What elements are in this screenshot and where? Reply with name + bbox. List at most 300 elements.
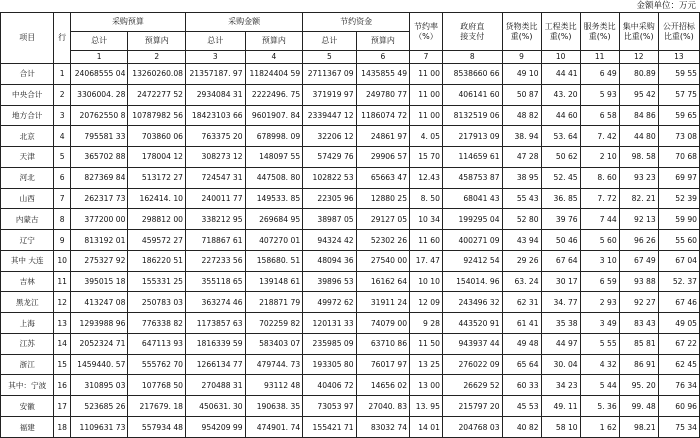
budget-in-budget-cell: 186220 51 <box>128 250 186 271</box>
header-budget-in-budget: 预算内 <box>128 32 186 51</box>
budget-total-cell: 377200 00 <box>70 209 128 230</box>
amount-total-cell: 227233 56 <box>186 250 246 271</box>
savings-rate-cell: 15 70 <box>410 147 443 168</box>
header-goods-ratio: 货物类比 重(%) <box>502 13 541 51</box>
row-number-cell: 8 <box>54 209 70 230</box>
savings-rate-cell: 14 01 <box>410 417 443 438</box>
amount-in-budget-cell: 479744. 73 <box>245 354 303 375</box>
table-row <box>1 375 700 396</box>
goods-ratio-cell: 38 95 <box>502 167 541 188</box>
savings-rate-cell: 9 28 <box>410 313 443 334</box>
budget-total-cell: 413247 08 <box>70 292 128 313</box>
item-name-cell: 其中 大连 <box>1 250 54 271</box>
amount-total-cell: 1816339 59 <box>186 333 246 354</box>
engineering-ratio-cell: 49. 11 <box>541 396 580 417</box>
central-procurement-ratio-cell: 95 42 <box>619 84 658 105</box>
header-savings-total: 总计 <box>303 32 356 51</box>
gov-direct-payment-cell: 8132519 06 <box>442 105 502 126</box>
column-index: 11 <box>580 51 619 64</box>
savings-in-budget-cell: 27540 00 <box>356 250 409 271</box>
header-central-procurement-ratio: 集中采购 比重(%) <box>619 13 658 51</box>
budget-in-budget-cell: 647113 93 <box>128 333 186 354</box>
service-ratio-cell: 5 55 <box>580 333 619 354</box>
goods-ratio-cell: 50 87 <box>502 84 541 105</box>
gov-direct-payment-cell: 943937 44 <box>442 333 502 354</box>
budget-total-cell: 395015 18 <box>70 271 128 292</box>
item-name-cell: 其中：宁波 <box>1 375 54 396</box>
header-gov-direct-payment: 政府直 接支付 <box>442 13 502 51</box>
savings-in-budget-cell: 76017 97 <box>356 354 409 375</box>
header-public-tender-ratio: 公开招标 比重(%) <box>658 13 699 51</box>
item-name-cell: 浙江 <box>1 354 54 375</box>
amount-in-budget-cell: 407270 01 <box>245 230 303 251</box>
goods-ratio-cell: 49 10 <box>502 64 541 85</box>
item-name-cell: 辽宁 <box>1 230 54 251</box>
item-name-cell: 河北 <box>1 167 54 188</box>
column-index: 3 <box>186 51 246 64</box>
table-row <box>1 84 700 105</box>
service-ratio-cell: 4 32 <box>580 354 619 375</box>
amount-total-cell: 724547 31 <box>186 167 246 188</box>
goods-ratio-cell: 40 82 <box>502 417 541 438</box>
public-tender-ratio-cell: 76 34 <box>658 375 699 396</box>
header-row-number: 行 <box>54 13 70 64</box>
header-amount-in-budget: 预算内 <box>245 32 303 51</box>
gov-direct-payment-cell: 406141 60 <box>442 84 502 105</box>
gov-direct-payment-cell: 217913 09 <box>442 126 502 147</box>
savings-rate-cell: 11 60 <box>410 230 443 251</box>
amount-in-budget-cell: 447508. 80 <box>245 167 303 188</box>
budget-total-cell: 1293988 96 <box>70 313 128 334</box>
engineering-ratio-cell: 39 76 <box>541 209 580 230</box>
savings-total-cell: 32206 12 <box>303 126 356 147</box>
engineering-ratio-cell: 44 60 <box>541 105 580 126</box>
savings-rate-cell: 10 34 <box>410 209 443 230</box>
column-index: 12 <box>619 51 658 64</box>
budget-in-budget-cell: 107768 50 <box>128 375 186 396</box>
item-name-cell: 山西 <box>1 188 54 209</box>
goods-ratio-cell: 52 80 <box>502 209 541 230</box>
budget-total-cell: 262317 73 <box>70 188 128 209</box>
unit-label: 金额单位：万元 <box>636 1 696 11</box>
engineering-ratio-cell: 52. 45 <box>541 167 580 188</box>
savings-total-cell: 155421 71 <box>303 417 356 438</box>
item-name-cell: 福建 <box>1 417 54 438</box>
central-procurement-ratio-cell: 98. 58 <box>619 147 658 168</box>
item-name-cell: 中央合计 <box>1 84 54 105</box>
amount-total-cell: 240011 77 <box>186 188 246 209</box>
service-ratio-cell: 7 44 <box>580 209 619 230</box>
service-ratio-cell: 5 44 <box>580 375 619 396</box>
amount-total-cell: 355118 65 <box>186 271 246 292</box>
service-ratio-cell: 1 62 <box>580 417 619 438</box>
goods-ratio-cell: 61 41 <box>502 313 541 334</box>
amount-total-cell: 954209 99 <box>186 417 246 438</box>
budget-total-cell: 365702 88 <box>70 147 128 168</box>
amount-in-budget-cell: 9601907. 84 <box>245 105 303 126</box>
row-number-cell: 3 <box>54 105 70 126</box>
budget-in-budget-cell: 13260260.08 <box>128 64 186 85</box>
central-procurement-ratio-cell: 67 49 <box>619 250 658 271</box>
item-name-cell: 江苏 <box>1 333 54 354</box>
budget-in-budget-cell: 250783 03 <box>128 292 186 313</box>
service-ratio-cell: 7. 42 <box>580 126 619 147</box>
engineering-ratio-cell: 50 46 <box>541 230 580 251</box>
savings-rate-cell: 10 10 <box>410 271 443 292</box>
item-name-cell: 安徽 <box>1 396 54 417</box>
savings-in-budget-cell: 16162 64 <box>356 271 409 292</box>
header-amount-total: 总计 <box>186 32 246 51</box>
amount-total-cell: 363274 46 <box>186 292 246 313</box>
savings-in-budget-cell: 249780 77 <box>356 84 409 105</box>
central-procurement-ratio-cell: 92 13 <box>619 209 658 230</box>
public-tender-ratio-cell: 67 04 <box>658 250 699 271</box>
savings-total-cell: 2339447 12 <box>303 105 356 126</box>
table-row <box>1 188 700 209</box>
central-procurement-ratio-cell: 84 86 <box>619 105 658 126</box>
row-number-cell: 1 <box>54 64 70 85</box>
budget-total-cell: 827369 84 <box>70 167 128 188</box>
header-budget-total: 总计 <box>70 32 128 51</box>
amount-total-cell: 763375 20 <box>186 126 246 147</box>
column-index: 7 <box>410 51 443 64</box>
goods-ratio-cell: 43 94 <box>502 230 541 251</box>
goods-ratio-cell: 65 64 <box>502 354 541 375</box>
savings-total-cell: 371919 97 <box>303 84 356 105</box>
savings-total-cell: 48094 36 <box>303 250 356 271</box>
table-body <box>1 64 700 438</box>
amount-total-cell: 1173857 63 <box>186 313 246 334</box>
procurement-table <box>0 12 700 438</box>
budget-total-cell: 20762550 8 <box>70 105 128 126</box>
engineering-ratio-cell: 36. 85 <box>541 188 580 209</box>
central-procurement-ratio-cell: 98.21 <box>619 417 658 438</box>
engineering-ratio-cell: 53. 64 <box>541 126 580 147</box>
central-procurement-ratio-cell: 96 26 <box>619 230 658 251</box>
engineering-ratio-cell: 30. 04 <box>541 354 580 375</box>
public-tender-ratio-cell: 67 22 <box>658 333 699 354</box>
goods-ratio-cell: 38. 94 <box>502 126 541 147</box>
budget-in-budget-cell: 513172 27 <box>128 167 186 188</box>
savings-total-cell: 22305 96 <box>303 188 356 209</box>
gov-direct-payment-cell: 400271 09 <box>442 230 502 251</box>
central-procurement-ratio-cell: 44 80 <box>619 126 658 147</box>
engineering-ratio-cell: 35 38 <box>541 313 580 334</box>
amount-in-budget-cell: 218871 79 <box>245 292 303 313</box>
savings-rate-cell: 11 00 <box>410 64 443 85</box>
column-index: 9 <box>502 51 541 64</box>
amount-total-cell: 308273 12 <box>186 147 246 168</box>
row-number-cell: 2 <box>54 84 70 105</box>
table-row <box>1 147 700 168</box>
savings-total-cell: 73053 97 <box>303 396 356 417</box>
budget-in-budget-cell: 10787982 56 <box>128 105 186 126</box>
savings-rate-cell: 13 25 <box>410 354 443 375</box>
savings-total-cell: 40406 72 <box>303 375 356 396</box>
central-procurement-ratio-cell: 93 23 <box>619 167 658 188</box>
row-number-cell: 16 <box>54 375 70 396</box>
goods-ratio-cell: 29 26 <box>502 250 541 271</box>
goods-ratio-cell: 49 48 <box>502 333 541 354</box>
savings-rate-cell: 12.43 <box>410 167 443 188</box>
amount-in-budget-cell: 2222496. 75 <box>245 84 303 105</box>
savings-total-cell: 193305 80 <box>303 354 356 375</box>
amount-total-cell: 21357187. 97 <box>186 64 246 85</box>
budget-total-cell: 24068555 04 <box>70 64 128 85</box>
service-ratio-cell: 6 58 <box>580 105 619 126</box>
budget-in-budget-cell: 298812 00 <box>128 209 186 230</box>
amount-total-cell: 450631. 30 <box>186 396 246 417</box>
savings-total-cell: 39896 53 <box>303 271 356 292</box>
service-ratio-cell: 6 59 <box>580 271 619 292</box>
budget-total-cell: 523685 26 <box>70 396 128 417</box>
table-row <box>1 105 700 126</box>
row-number-cell: 17 <box>54 396 70 417</box>
public-tender-ratio-cell: 60 96 <box>658 396 699 417</box>
engineering-ratio-cell: 58 10 <box>541 417 580 438</box>
table-row <box>1 417 700 438</box>
table-row <box>1 271 700 292</box>
amount-in-budget-cell: 139148 61 <box>245 271 303 292</box>
header-purchase-amount: 采购金额 <box>186 13 303 32</box>
column-index: 10 <box>541 51 580 64</box>
savings-in-budget-cell: 1435855 49 <box>356 64 409 85</box>
engineering-ratio-cell: 43. 20 <box>541 84 580 105</box>
central-procurement-ratio-cell: 86 91 <box>619 354 658 375</box>
savings-rate-cell: 11 00 <box>410 84 443 105</box>
table-row <box>1 396 700 417</box>
item-name-cell: 合计 <box>1 64 54 85</box>
central-procurement-ratio-cell: 80.89 <box>619 64 658 85</box>
header-item: 项目 <box>1 13 54 64</box>
header-column-index-row <box>1 51 700 64</box>
savings-rate-cell: 13. 95 <box>410 396 443 417</box>
central-procurement-ratio-cell: 83 43 <box>619 313 658 334</box>
amount-in-budget-cell: 678998. 09 <box>245 126 303 147</box>
budget-total-cell: 1459440. 57 <box>70 354 128 375</box>
public-tender-ratio-cell: 59 90 <box>658 209 699 230</box>
public-tender-ratio-cell: 59 65 <box>658 105 699 126</box>
savings-in-budget-cell: 14656 02 <box>356 375 409 396</box>
row-number-cell: 18 <box>54 417 70 438</box>
savings-rate-cell: 11 50 <box>410 333 443 354</box>
amount-total-cell: 338212 95 <box>186 209 246 230</box>
goods-ratio-cell: 47 28 <box>502 147 541 168</box>
item-name-cell: 北京 <box>1 126 54 147</box>
header-service-ratio: 服务类比 重(%) <box>580 13 619 51</box>
amount-total-cell: 270488 31 <box>186 375 246 396</box>
column-index: 5 <box>303 51 356 64</box>
gov-direct-payment-cell: 8538660 66 <box>442 64 502 85</box>
amount-in-budget-cell: 93112 48 <box>245 375 303 396</box>
central-procurement-ratio-cell: 82. 21 <box>619 188 658 209</box>
savings-rate-cell: 12 09 <box>410 292 443 313</box>
budget-in-budget-cell: 557934 48 <box>128 417 186 438</box>
service-ratio-cell: 3 49 <box>580 313 619 334</box>
savings-in-budget-cell: 12880 25 <box>356 188 409 209</box>
savings-total-cell: 120131 33 <box>303 313 356 334</box>
central-procurement-ratio-cell: 85 81 <box>619 333 658 354</box>
gov-direct-payment-cell: 243496 32 <box>442 292 502 313</box>
public-tender-ratio-cell: 57 75 <box>658 84 699 105</box>
amount-total-cell: 718867 61 <box>186 230 246 251</box>
amount-in-budget-cell: 190638. 35 <box>245 396 303 417</box>
engineering-ratio-cell: 44 41 <box>541 64 580 85</box>
budget-in-budget-cell: 2472277 52 <box>128 84 186 105</box>
amount-in-budget-cell: 158680. 51 <box>245 250 303 271</box>
savings-rate-cell: 17. 47 <box>410 250 443 271</box>
table-row <box>1 333 700 354</box>
central-procurement-ratio-cell: 95. 20 <box>619 375 658 396</box>
row-number-cell: 12 <box>54 292 70 313</box>
public-tender-ratio-cell: 75 34 <box>658 417 699 438</box>
engineering-ratio-cell: 30 17 <box>541 271 580 292</box>
table-row <box>1 167 700 188</box>
public-tender-ratio-cell: 49 05 <box>658 313 699 334</box>
savings-total-cell: 57429 76 <box>303 147 356 168</box>
amount-total-cell: 2934084 31 <box>186 84 246 105</box>
budget-in-budget-cell: 178004 12 <box>128 147 186 168</box>
savings-rate-cell: 4. 05 <box>410 126 443 147</box>
table-row <box>1 354 700 375</box>
savings-rate-cell: 8. 50 <box>410 188 443 209</box>
amount-in-budget-cell: 11824404 59 <box>245 64 303 85</box>
row-number-cell: 9 <box>54 230 70 251</box>
item-name-cell: 内蒙古 <box>1 209 54 230</box>
service-ratio-cell: 5 93 <box>580 84 619 105</box>
savings-total-cell: 102822 53 <box>303 167 356 188</box>
service-ratio-cell: 5. 36 <box>580 396 619 417</box>
table-row <box>1 126 700 147</box>
gov-direct-payment-cell: 458753 87 <box>442 167 502 188</box>
amount-in-budget-cell: 702259 82 <box>245 313 303 334</box>
header-savings: 节约资金 <box>303 13 410 32</box>
central-procurement-ratio-cell: 93 88 <box>619 271 658 292</box>
budget-in-budget-cell: 459572 27 <box>128 230 186 251</box>
savings-total-cell: 94324 42 <box>303 230 356 251</box>
engineering-ratio-cell: 67 64 <box>541 250 580 271</box>
savings-in-budget-cell: 24861 97 <box>356 126 409 147</box>
public-tender-ratio-cell: 52 39 <box>658 188 699 209</box>
savings-in-budget-cell: 63710 86 <box>356 333 409 354</box>
public-tender-ratio-cell: 59 55 <box>658 64 699 85</box>
savings-in-budget-cell: 27040. 83 <box>356 396 409 417</box>
public-tender-ratio-cell: 55 60 <box>658 230 699 251</box>
column-index: 8 <box>442 51 502 64</box>
amount-in-budget-cell: 149533. 85 <box>245 188 303 209</box>
savings-in-budget-cell: 29127 05 <box>356 209 409 230</box>
amount-total-cell: 1266134 77 <box>186 354 246 375</box>
header-savings-in-budget: 预算内 <box>356 32 409 51</box>
row-number-cell: 6 <box>54 167 70 188</box>
savings-in-budget-cell: 52302 26 <box>356 230 409 251</box>
service-ratio-cell: 7. 72 <box>580 188 619 209</box>
gov-direct-payment-cell: 199295 04 <box>442 209 502 230</box>
engineering-ratio-cell: 44 97 <box>541 333 580 354</box>
goods-ratio-cell: 60 33 <box>502 375 541 396</box>
public-tender-ratio-cell: 62 45 <box>658 354 699 375</box>
goods-ratio-cell: 55 43 <box>502 188 541 209</box>
service-ratio-cell: 5 60 <box>580 230 619 251</box>
budget-in-budget-cell: 703860 06 <box>128 126 186 147</box>
savings-rate-cell: 13 00 <box>410 375 443 396</box>
savings-total-cell: 49972 62 <box>303 292 356 313</box>
savings-total-cell: 38987 05 <box>303 209 356 230</box>
amount-total-cell: 18423103 66 <box>186 105 246 126</box>
row-number-cell: 15 <box>54 354 70 375</box>
budget-total-cell: 813192 01 <box>70 230 128 251</box>
row-number-cell: 11 <box>54 271 70 292</box>
item-name-cell: 天津 <box>1 147 54 168</box>
engineering-ratio-cell: 50 62 <box>541 147 580 168</box>
column-index: 4 <box>245 51 303 64</box>
public-tender-ratio-cell: 69 97 <box>658 167 699 188</box>
goods-ratio-cell: 48 82 <box>502 105 541 126</box>
service-ratio-cell: 3 10 <box>580 250 619 271</box>
budget-in-budget-cell: 555762 70 <box>128 354 186 375</box>
gov-direct-payment-cell: 92412 54 <box>442 250 502 271</box>
savings-in-budget-cell: 1186074 72 <box>356 105 409 126</box>
item-name-cell: 地方合计 <box>1 105 54 126</box>
service-ratio-cell: 2 93 <box>580 292 619 313</box>
service-ratio-cell: 2 10 <box>580 147 619 168</box>
budget-in-budget-cell: 776338 82 <box>128 313 186 334</box>
table-row <box>1 313 700 334</box>
budget-total-cell: 3306004. 28 <box>70 84 128 105</box>
gov-direct-payment-cell: 26629 52 <box>442 375 502 396</box>
row-number-cell: 14 <box>54 333 70 354</box>
central-procurement-ratio-cell: 99. 48 <box>619 396 658 417</box>
column-index: 6 <box>356 51 409 64</box>
amount-in-budget-cell: 583403 07 <box>245 333 303 354</box>
header-engineering-ratio: 工程类比 重(%) <box>541 13 580 51</box>
savings-total-cell: 235985 09 <box>303 333 356 354</box>
gov-direct-payment-cell: 68041 43 <box>442 188 502 209</box>
budget-total-cell: 1109631 73 <box>70 417 128 438</box>
budget-total-cell: 2052324 71 <box>70 333 128 354</box>
table-row <box>1 250 700 271</box>
savings-total-cell: 2711367 09 <box>303 64 356 85</box>
amount-in-budget-cell: 148097 55 <box>245 147 303 168</box>
table-row <box>1 64 700 85</box>
item-name-cell: 黑龙江 <box>1 292 54 313</box>
service-ratio-cell: 8. 60 <box>580 167 619 188</box>
budget-in-budget-cell: 155331 25 <box>128 271 186 292</box>
row-number-cell: 4 <box>54 126 70 147</box>
gov-direct-payment-cell: 276022 09 <box>442 354 502 375</box>
gov-direct-payment-cell: 215797 20 <box>442 396 502 417</box>
engineering-ratio-cell: 34 23 <box>541 375 580 396</box>
item-name-cell: 上海 <box>1 313 54 334</box>
table-header <box>1 13 700 64</box>
budget-total-cell: 275327 92 <box>70 250 128 271</box>
savings-in-budget-cell: 65663 47 <box>356 167 409 188</box>
savings-in-budget-cell: 74079 00 <box>356 313 409 334</box>
budget-total-cell: 310895 03 <box>70 375 128 396</box>
savings-in-budget-cell: 83032 74 <box>356 417 409 438</box>
central-procurement-ratio-cell: 92 27 <box>619 292 658 313</box>
gov-direct-payment-cell: 154014. 96 <box>442 271 502 292</box>
row-number-cell: 13 <box>54 313 70 334</box>
gov-direct-payment-cell: 443520 91 <box>442 313 502 334</box>
item-name-cell: 吉林 <box>1 271 54 292</box>
gov-direct-payment-cell: 204768 03 <box>442 417 502 438</box>
amount-in-budget-cell: 474901. 74 <box>245 417 303 438</box>
engineering-ratio-cell: 34. 77 <box>541 292 580 313</box>
service-ratio-cell: 6 49 <box>580 64 619 85</box>
table-row <box>1 230 700 251</box>
column-index: 1 <box>70 51 128 64</box>
